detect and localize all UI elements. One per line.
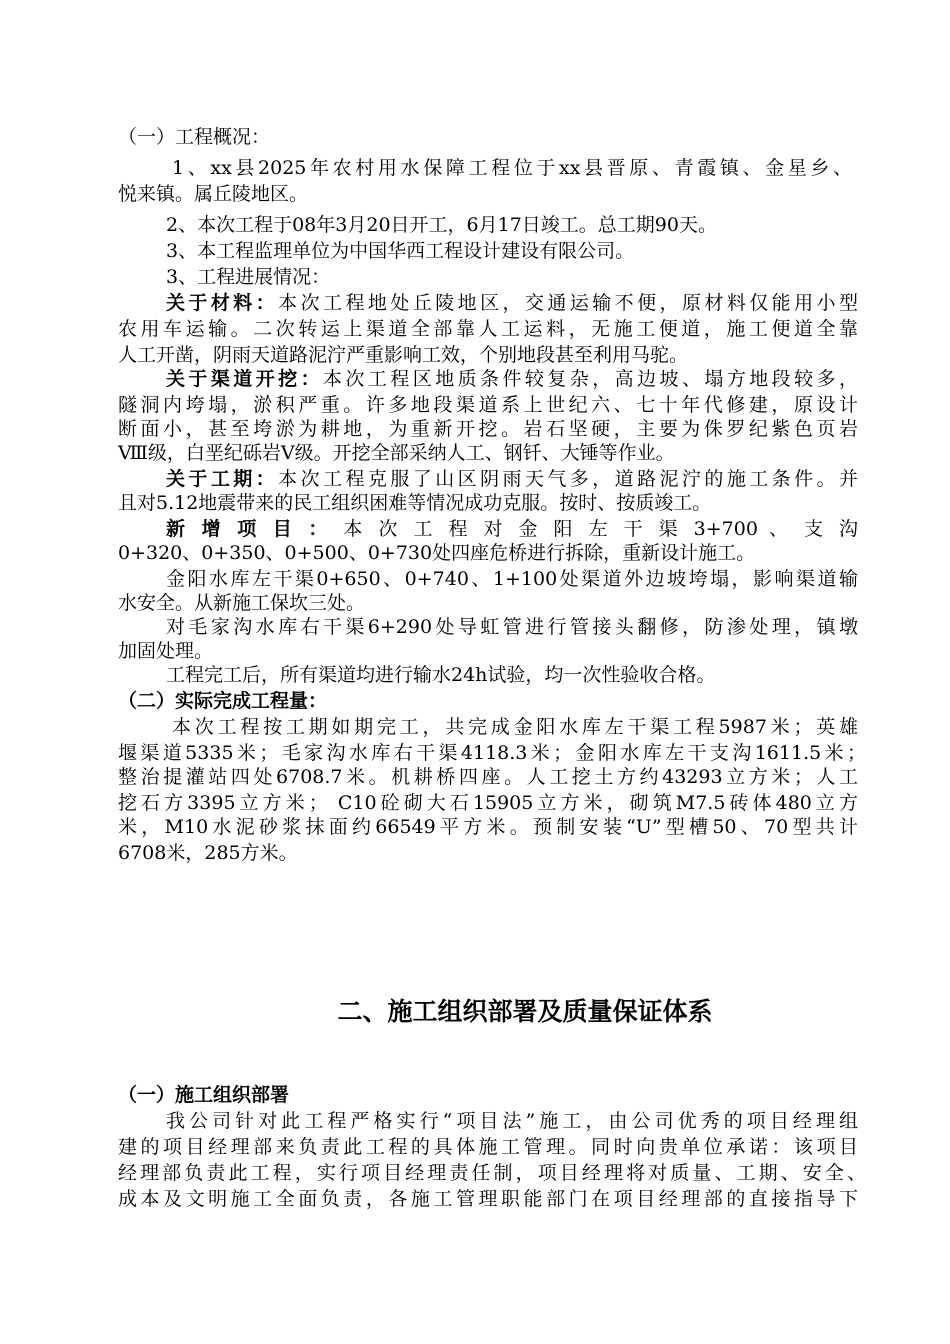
paragraph-line: 且对5.12地震带来的民工组织困难等情况成功克服。按时、按质竣工。 (118, 492, 712, 514)
paragraph-line: 3、本工程监理单位为中国华西工程设计建设有限公司。 (166, 240, 635, 262)
paragraph-line: 成本及文明施工全面负责，各施工管理职能部门在项目经理部的直接指导下 (118, 1188, 858, 1210)
paragraph-line: 断面小，甚至垮淤为耕地，为重新开挖。岩石坚硬，主要为侏罗纪紫色页岩 (118, 418, 858, 440)
paragraph-line: 米，M10水泥砂浆抹面约66549平方米。预制安装“U”型槽50、70型共计 (118, 816, 858, 838)
chapter-title: 二、施工组织部署及质量保证体系 (337, 997, 713, 1026)
paragraph-line: 金阳水库左干渠0+650、0+740、1+100处渠道外边坡垮塌，影响渠道输 (166, 568, 858, 590)
paragraph-line: 堰渠道5335米；毛家沟水库右干渠4118.3米；金阳水库左干支沟1611.5米； (118, 742, 866, 764)
paragraph-line: 建的项目经理部来负责此工程的具体施工管理。同时向贵单位承诺：该项目 (118, 1136, 858, 1158)
section-heading-overview: （一）工程概况： (118, 126, 271, 148)
excavation-line (166, 366, 858, 392)
excavation-label: 关于渠道开挖： (166, 368, 324, 390)
schedule-line (166, 466, 858, 492)
paragraph-line: 挖石方3395立方米； C10砼砌大石15905立方米，砌筑M7.5砖体480立方 (118, 792, 858, 814)
paragraph-line: 1、xx县2025年农村用水保障工程位于xx县晋原、青霞镇、金星乡、 (172, 157, 852, 179)
schedule-label: 关于工期： (166, 468, 279, 490)
new-items-label: 新 增 项 目 ： (166, 518, 333, 540)
paragraph-line: 经理部负责此工程，实行项目经理责任制，项目经理将对质量、工期、安全、 (118, 1162, 866, 1184)
schedule-text: 本次工程克服了山区阴雨天气多，道路泥泞的施工条件。并 (278, 468, 858, 490)
section-heading-organization: （一）施工组织部署 (118, 1084, 290, 1106)
paragraph-line: 人工开凿，阴雨天道路泥泞严重影响工效，个别地段甚至利用马驼。 (118, 344, 689, 366)
paragraph-line: 整治提灌站四处6708.7米。机耕桥四座。人工挖土方约43293立方米；人工 (118, 766, 858, 788)
paragraph-line: 0+320、0+350、0+500、0+730处四座危桥进行拆除，重新设计施工。 (118, 542, 756, 564)
paragraph-line: 农用车运输。二次转运上渠道全部靠人工运料，无施工便道，施工便道全靠 (118, 318, 858, 340)
paragraph-line: 悦来镇。属丘陵地区。 (118, 183, 309, 205)
materials-text: 本次工程地处丘陵地区，交通运输不便，原材料仅能用小型 (278, 292, 858, 314)
paragraph-line: 2、本次工程于08年3月20日开工，6月17日竣工。总工期90天。 (166, 214, 717, 236)
paragraph-line: 本次工程按工期如期完工，共完成金阳水库左干渠工程5987米；英雄 (172, 716, 858, 738)
new-items-line (166, 516, 858, 542)
paragraph-line: 对毛家沟水库右干渠6+290处导虹管进行管接头翻修，防渗处理，镇墩 (166, 616, 858, 638)
paragraph-line: 3、工程进展情况： (166, 266, 331, 288)
paragraph-line: 工程完工后，所有渠道均进行输水24h试验，均一次性验收合格。 (166, 664, 716, 686)
paragraph-line: Ⅷ级，白垩纪砾岩Ⅴ级。开挖全部采纳人工、钢钎、大锤等作业。 (118, 442, 675, 464)
paragraph-line: 隧洞内垮塌，淤积严重。许多地段渠道系上世纪六、七十年代修建，原设计 (118, 394, 858, 416)
paragraph-line: 6708米，285方米。 (118, 842, 298, 864)
excavation-text: 本次工程区地质条件较复杂，高边坡、塌方地段较多， (323, 368, 858, 390)
section-heading-completed: （二）实际完成工程量： (118, 690, 328, 712)
materials-line (166, 290, 858, 316)
paragraph-line: 我公司针对此工程严格实行“项目法”施工，由公司优秀的项目经理组 (166, 1110, 858, 1132)
paragraph-line: 水安全。从新施工保坎三处。 (118, 592, 366, 614)
new-items-text: 本 次 工 程 对 金 阳 左 干 渠 3+700 、 支 沟 (332, 518, 858, 540)
materials-label: 关于材料： (166, 292, 279, 314)
paragraph-line: 加固处理。 (118, 640, 214, 662)
